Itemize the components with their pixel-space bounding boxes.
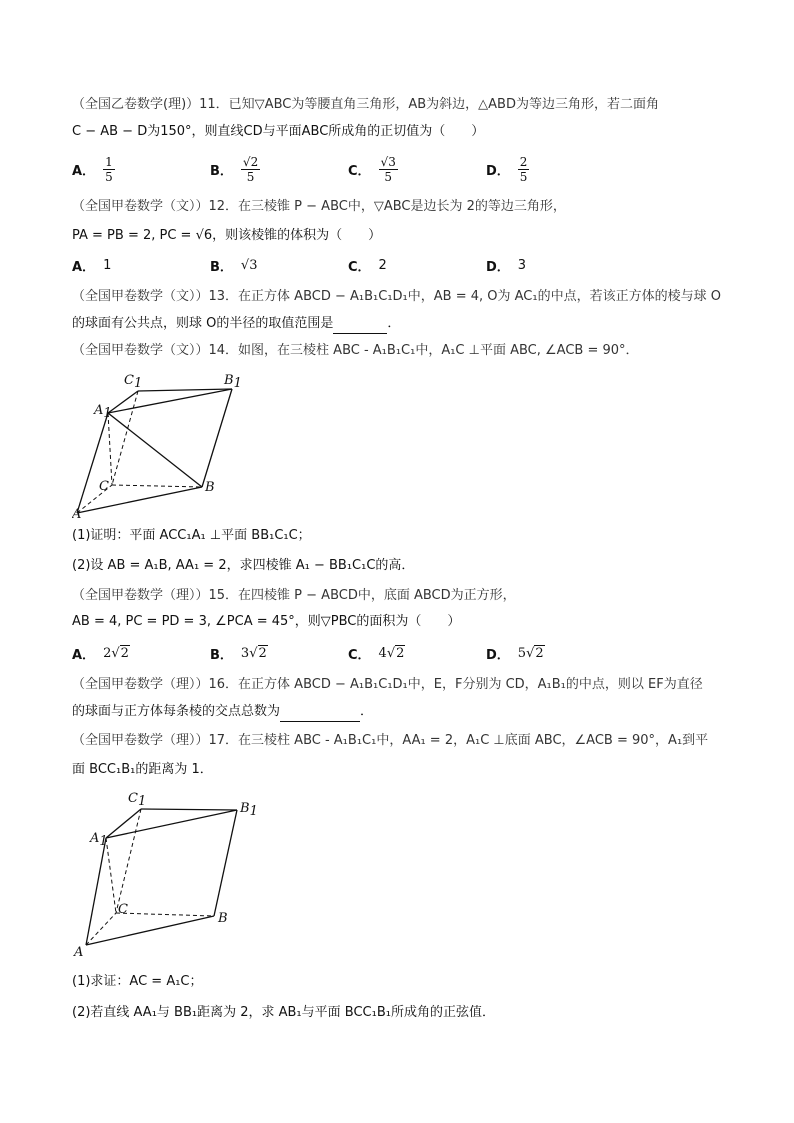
edge-cb [116, 913, 214, 916]
q15-options [72, 636, 732, 670]
label-a1: A1 [90, 831, 108, 849]
fraction: $\frac{2}{5}$ [519, 154, 528, 184]
edge-a1b1 [106, 810, 237, 838]
q14-line1: （全国甲卷数学（文））14．如图，在三棱柱 ABC - A₁B₁C₁中，A₁C ⊥平面 ABC, ∠ACB = 90°． [72, 343, 639, 358]
q11-line2: C − AB − D为150°，则直线CD与平面ABC所成角的正切值为（ ） [72, 124, 485, 139]
label-c: C [99, 479, 109, 494]
label-a1: A1 [94, 403, 112, 421]
edge-a1b [108, 413, 202, 487]
q11-option-b[interactable]: B． $\frac{√2}{5}$ [210, 154, 259, 184]
q17-part2: (2)若直线 AA₁与 BB₁距离为 2，求 AB₁与平面 BCC₁B₁所成角的正弦值． [72, 1005, 495, 1020]
q13-line1: （全国甲卷数学（文））13．在正方体 ABCD − A₁B₁C₁D₁中，AB = 4, O为 AC₁的中点，若该正方体的棱与球 O [72, 289, 721, 304]
q12-option-c[interactable]: C． 2 [348, 257, 387, 275]
q17-line1: （全国甲卷数学（理））17．在三棱柱 ABC - A₁B₁C₁中，AA₁ = 2，A₁C ⊥底面 ABC，∠ACB = 90°，A₁到平 [72, 733, 709, 748]
edge-b1b [202, 389, 232, 487]
label-a: A [72, 507, 82, 520]
q14-prism-figure [72, 366, 252, 520]
q11-option-d[interactable]: D． $\frac{2}{5}$ [486, 154, 528, 184]
q12-options [72, 248, 732, 282]
label-c: C [118, 902, 128, 917]
q17-part1: (1)求证：AC = A₁C； [72, 974, 203, 989]
label-c1: C1 [124, 373, 143, 391]
q15-option-c[interactable]: C． 4√2 [348, 645, 405, 663]
q11-option-c[interactable]: C． $\frac{√3}{5}$ [348, 154, 396, 184]
q14-part2: (2)设 AB = A₁B, AA₁ = 2，求四棱锥 A₁ − BB₁C₁C的高． [72, 558, 415, 573]
edge-c1b1 [138, 389, 232, 391]
label-b: B [205, 480, 215, 495]
q17-line2: 面 BCC₁B₁的距离为 1． [72, 762, 213, 777]
q12-option-b[interactable]: B． √3 [210, 257, 258, 275]
edge-cb [112, 485, 202, 487]
fraction: $\frac{1}{5}$ [105, 154, 113, 184]
edge-c1c [116, 809, 141, 913]
edge-a1b1 [108, 389, 232, 413]
edge-aa1 [77, 413, 108, 513]
q14-part1: (1)证明：平面 ACC₁A₁ ⊥平面 BB₁C₁C； [72, 528, 311, 543]
q12-option-a[interactable]: A． 1 [72, 257, 112, 275]
label-c1: C1 [128, 791, 147, 809]
edge-c1b1 [141, 809, 237, 810]
q15-line1: （全国甲卷数学（理））15．在四棱锥 P − ABCD中，底面 ABCD为正方形， [72, 588, 516, 603]
q13-line2: 的球面有公共点，则球 O的半径的取值范围是 ． [72, 314, 732, 334]
edge-aa1 [86, 838, 106, 945]
label-b1: B1 [224, 373, 242, 391]
q17-prism-figure [72, 786, 272, 964]
q11-line1: （全国乙卷数学(理)）11．已知▽ABC为等腰直角三角形，AB为斜边，△ABD为等边三角形，若二面角 [72, 97, 659, 112]
q11-options [72, 152, 732, 186]
edge-ab [77, 487, 202, 513]
edge-a1c [106, 838, 116, 913]
q11-option-a[interactable]: A． $\frac{1}{5}$ [72, 154, 113, 184]
q15-option-a[interactable]: A． 2√2 [72, 645, 129, 663]
label-b: B [218, 911, 228, 926]
q15-option-d[interactable]: D． 5√2 [486, 645, 544, 663]
fraction: $\frac{√2}{5}$ [242, 154, 259, 184]
edge-a1c [108, 413, 112, 485]
edge-b1b [214, 810, 237, 916]
edge-ab [86, 916, 214, 945]
q16-line2: 的球面与正方体每条棱的交点总数为 ． [72, 702, 732, 722]
answer-blank[interactable] [333, 319, 387, 334]
q12-option-d[interactable]: D． 3 [486, 257, 527, 275]
edge-c1c [112, 391, 138, 485]
q12-line1: （全国甲卷数学（文））12．在三棱锥 P − ABC中，▽ABC是边长为 2的等边三角形， [72, 199, 566, 214]
q15-option-b[interactable]: B． 3√2 [210, 645, 267, 663]
label-b1: B1 [240, 801, 258, 819]
label-a: A [74, 945, 84, 960]
answer-blank[interactable] [280, 707, 360, 722]
fraction: $\frac{√3}{5}$ [380, 154, 396, 184]
q16-line1: （全国甲卷数学（理））16．在正方体 ABCD − A₁B₁C₁D₁中，E，F分别为 CD，A₁B₁的中点，则以 EF为直径 [72, 677, 703, 692]
q12-line2: PA = PB = 2, PC = √6，则该棱锥的体积为（ ） [72, 228, 382, 243]
q15-line2: AB = 4, PC = PD = 3, ∠PCA = 45°，则▽PBC的面积为（ ） [72, 614, 461, 629]
